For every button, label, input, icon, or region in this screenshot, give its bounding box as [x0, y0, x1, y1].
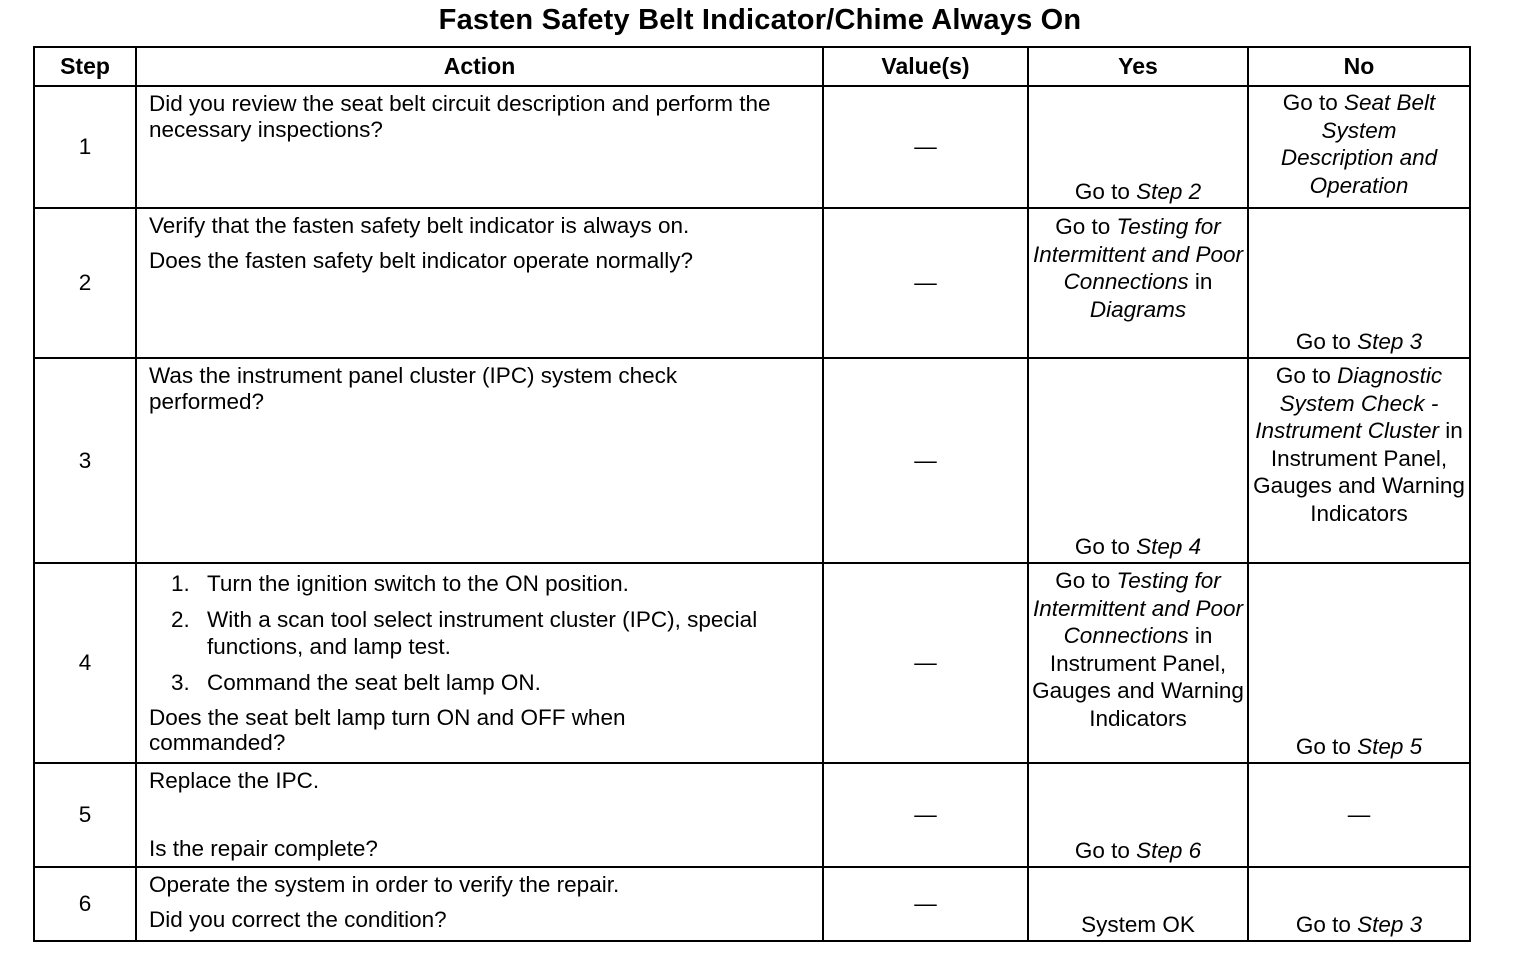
step-number: 4: [34, 563, 136, 763]
action-text: Was the instrument panel cluster (IPC) system check performed?: [149, 363, 678, 414]
action-question: Is the repair complete?: [149, 836, 378, 861]
list-item: 2. With a scan tool select instrument cluster (IPC), special functions, and lamp test.: [171, 607, 758, 659]
yes-cell: [1028, 358, 1248, 563]
action-question: Does the fasten safety belt indicator operate normally?: [149, 248, 694, 273]
no-cell: [1248, 563, 1470, 763]
page-title: Fasten Safety Belt Indicator/Chime Always On: [438, 4, 1082, 36]
action-cell: [136, 208, 823, 358]
value-cell: —: [823, 208, 1028, 358]
no-text: Go to Step 3: [1295, 912, 1423, 937]
step-number: 2: [34, 208, 136, 358]
header-values: Value(s): [823, 47, 1028, 86]
yes-text: Go to Step 2: [1074, 179, 1202, 204]
table-row: [34, 867, 1470, 941]
no-cell: [1248, 867, 1470, 941]
value-cell: —: [823, 358, 1028, 563]
yes-cell: [1028, 867, 1248, 941]
no-cell: [1248, 358, 1470, 563]
table-row: [34, 86, 1470, 208]
table-row: [34, 358, 1470, 563]
header-step: Step: [34, 47, 136, 86]
action-cell: [136, 86, 823, 208]
header-row: [34, 47, 1470, 86]
yes-cell: [1028, 86, 1248, 208]
value-cell: —: [823, 86, 1028, 208]
list-item: 3. Command the seat belt lamp ON.: [171, 670, 541, 695]
list-item: 1. Turn the ignition switch to the ON position.: [171, 571, 629, 596]
header-no: No: [1248, 47, 1470, 86]
action-question: Does the seat belt lamp turn ON and OFF when commanded?: [149, 705, 626, 755]
no-text: Go to Seat Belt System Description and Operation: [1280, 90, 1438, 198]
value-cell: —: [823, 763, 1028, 867]
action-question: Did you correct the condition?: [149, 907, 447, 932]
action-cell: [136, 867, 823, 941]
action-text: Did you review the seat belt circuit description and perform the necessary inspections?: [149, 91, 771, 142]
yes-cell: [1028, 763, 1248, 867]
step-number: 6: [34, 867, 136, 941]
no-text: Go to Step 5: [1295, 734, 1423, 759]
no-text: Go to Diagnostic System Check - Instrument Cluster in Instrument Panel, Gauges and Warning Indicators: [1253, 363, 1465, 526]
yes-text: System OK: [1081, 912, 1195, 937]
no-cell: [1248, 208, 1470, 358]
yes-text: Go to Testing for Intermittent and Poor Connections in Instrument Panel, Gauges and Warning Indicators: [1032, 568, 1244, 731]
table-row: [34, 763, 1470, 867]
header-yes: Yes: [1028, 47, 1248, 86]
no-cell: [1248, 86, 1470, 208]
action-text: Replace the IPC.: [149, 768, 320, 793]
value-cell: —: [823, 563, 1028, 763]
diagnostic-table: [33, 46, 1471, 942]
yes-text: Go to Testing for Intermittent and Poor Connections in Diagrams: [1032, 214, 1244, 322]
value-cell: —: [823, 867, 1028, 941]
header-action: Action: [136, 47, 823, 86]
step-number: 1: [34, 86, 136, 208]
action-cell: [136, 358, 823, 563]
no-cell: —: [1248, 763, 1470, 867]
step-number: 5: [34, 763, 136, 867]
action-steps-list: [149, 570, 812, 696]
action-text: Operate the system in order to verify the repair.: [149, 872, 620, 897]
step-number: 3: [34, 358, 136, 563]
action-cell: [136, 563, 823, 763]
action-cell: [136, 763, 823, 867]
yes-text: Go to Step 6: [1074, 838, 1202, 863]
table-row: [34, 563, 1470, 763]
no-text: Go to Step 3: [1295, 329, 1423, 354]
yes-cell: [1028, 563, 1248, 763]
table-row: [34, 208, 1470, 358]
action-text: Verify that the fasten safety belt indicator is always on.: [149, 213, 690, 238]
yes-cell: [1028, 208, 1248, 358]
yes-text: Go to Step 4: [1074, 534, 1202, 559]
